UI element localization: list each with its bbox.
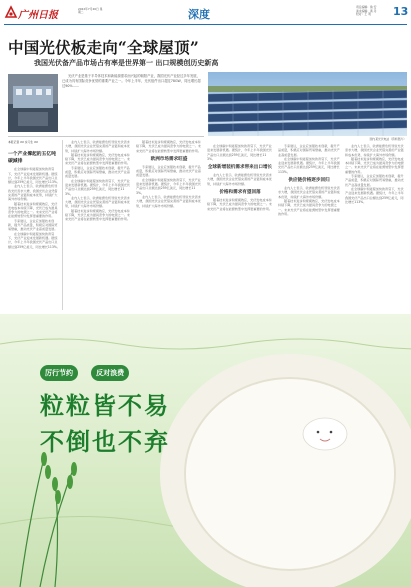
sidebar-author: 本报记者 XX 实习生 XX [8,140,38,144]
body-paragraph: 专家建议，企业应加强技术创新，提升产品质量，积极应对国际贸易壁垒，推动光伏产业高质量发展。 [278,144,340,157]
body-col-2 [136,140,202,310]
sidebar [8,140,60,310]
body-col-5 [345,144,405,310]
slogan-small-1: 厉行节约 [40,365,78,381]
subheading: 供应链价格逐步回归 [288,178,330,184]
editor-line: 责任编辑：鲁 安 [356,5,377,9]
body-paragraph: 随着技术进步和规模效应，光伏发电成本持续下降，光伏已成为最具竞争力的电源之一。未来光伏产业将在能源转型中发挥更重要的作用。 [136,140,201,153]
body-col-3 [207,144,273,310]
body-paragraph: 随着技术进步和规模效应，光伏发电成本持续下降，光伏已成为最具竞争力的电源之一。未来光伏产业将在能源转型中发挥更重要的作用。 [207,198,272,211]
factory-photo [8,74,58,132]
lead-text: 光伏产业是基于半导体技术和新能源需求而兴起的朝阳产业，我国光伏产业经过多年发展，已成为具有国际竞争优势的重要产业之一。今年上半年，光伏组件出口超过78GW，同比增长超过90%…… [62,74,201,88]
lead-paragraph [62,74,202,132]
masthead-divider [4,24,407,25]
body-paragraph: 业内人士表示，欧洲能源危机导致光伏需求大增，我国光伏企业凭借完善的产业链和成本优势，持续扩大海外市场份额。 [136,194,201,208]
section-divider [8,136,204,137]
slogan-small-row [40,360,129,376]
slogan-line-1: 粒粒皆不易 [40,391,170,420]
body-paragraph: 专家建议，企业应加强技术创新，提升产品质量，积极应对国际贸易壁垒，推动光伏产业高质量发展。 [65,165,130,179]
subheading: 欧洲市场需求旺盛 [150,156,188,162]
page-number: 13 [393,5,409,18]
editor-line: 校对：王 利 [356,12,371,17]
body-paragraph: 业内人士表示，欧洲能源危机导致光伏需求大增，我国光伏企业凭借完善的产业链和成本优势，持续扩大海外市场份额。 [65,140,130,153]
body-paragraph: 在全球碳中和进程加快的背景下，光伏产业迎来发展新机遇。据统计，今年上半年我国光伏产品出口总额达到259亿美元，同比增长113%。 [278,156,340,174]
logo-text: 广州日报 [18,10,58,21]
body-col-4 [278,144,340,310]
newspaper-logo [4,4,58,21]
masthead [0,0,411,32]
body-paragraph: 在全球碳中和进程加快的背景下，光伏产业迎来发展新机遇。据统计，今年上半年我国光伏产品出口总额达到259亿美元，同比增长113%。 [345,186,404,204]
body-paragraph: 在全球碳中和进程加快的背景下，光伏产业迎来发展新机遇。据统计，今年上半年我国光伏产品出口总额达到259亿美元，同比增长113%。 [65,178,130,196]
body-paragraph: 业内人士表示，欧洲能源危机导致光伏需求大增，我国光伏企业凭借完善的产业链和成本优势，持续扩大海外市场份额。 [65,195,130,209]
sidebar-paragraph: 在全球碳中和进程加快的背景下，光伏产业迎来发展新机遇。据统计，今年上半年我国光伏产品出口总额达到259亿美元，同比增长113%。 [8,167,60,185]
date-line: 2022年7月26日 星期二 [78,7,103,15]
editor-lines [356,6,392,17]
sidebar-paragraph: 随着技术进步和规模效应，光伏发电成本持续下降，光伏已成为最具竞争力的电源之一。未来光伏产业将在能源转型中发挥更重要的作用。 [8,201,58,219]
body-paragraph: 随着技术进步和规模效应，光伏发电成本持续下降，光伏已成为最具竞争力的电源之一。未来光伏产业将在能源转型中发挥更重要的作用。 [65,152,130,166]
editor-line: 美术编辑：黄 丹 [356,8,377,13]
headline: 中国光伏板走向“全球屋顶” [8,38,199,57]
body-paragraph: 在全球碳中和进程加快的背景下，光伏产业迎来发展新机遇。据统计，今年上半年我国光伏产品出口总额达到259亿美元，同比增长113%。 [136,177,201,195]
body-col-1 [65,140,131,310]
photo-caption: 国内某光伏电站（资料图片） [369,137,406,141]
body-paragraph: 业内人士表示，欧洲能源危机导致光伏需求大增，我国光伏企业凭借完善的产业链和成本优势，持续扩大海外市场份额。 [345,144,404,157]
column-rule [62,140,63,310]
sidebar-paragraph: 在全球碳中和进程加快的背景下，光伏产业迎来发展新机遇。据统计，今年上半年我国光伏产品出口总额达到259亿美元，同比增长113%。 [8,231,60,249]
body-paragraph: 在全球碳中和进程加快的背景下，光伏产业迎来发展新机遇。据统计，今年上半年我国光伏产品出口总额达到259亿美元，同比增长113%。 [207,144,272,161]
subheadline: 我国光伏备产品市场占有率是世界第一 出口规模创历史新高 [34,59,219,67]
left-photo [8,74,58,132]
slogan-line-2: 不倒也不弃 [40,427,170,456]
solar-photo [208,72,407,136]
body-paragraph: 专家建议，企业应加强技术创新，提升产品质量，积极应对国际贸易壁垒，推动光伏产业高质量发展。 [345,174,404,187]
body-paragraph: 专家建议，企业应加强技术创新，提升产品质量，积极应对国际贸易壁垒，推动光伏产业高质量发展。 [136,164,201,178]
section-label: 深度 [188,8,210,21]
public-service-banner [0,314,411,587]
subheading: 全球新增装机需求带来出口增长 [207,165,273,171]
body-paragraph: 随着技术进步和规模效应，光伏发电成本持续下降，光伏已成为最具竞争力的电源之一。未来光伏产业将在能源转型中发挥更重要的作用。 [345,156,404,174]
slogan-small-2: 反对浪费 [91,365,129,381]
body-paragraph: 随着技术进步和规模效应，光伏发电成本持续下降，光伏已成为最具竞争力的电源之一。未来光伏产业将在能源转型中发挥更重要的作用。 [65,208,130,222]
logo-icon [4,5,18,19]
body-paragraph: 业内人士表示，欧洲能源危机导致光伏需求大增，我国光伏企业凭借完善的产业链和成本优势，持续扩大海外市场份额。 [207,173,272,186]
sidebar-text [8,167,60,307]
sidebar-title: 一个产业撑起的五亿吨碳減排 [8,152,56,165]
solar-panel-image [208,72,407,136]
body-paragraph: 随着技术进步和规模效应，光伏发电成本持续下降，光伏已成为最具竞争力的电源之一。未来光伏产业将在能源转型中发挥更重要的作用。 [278,198,340,216]
sidebar-paragraph: 专家建议，企业应加强技术创新，提升产品质量，积极应对国际贸易壁垒，推动光伏产业高质量发展。 [8,218,58,232]
sidebar-paragraph: 业内人士表示，欧洲能源危机导致光伏需求大增，我国光伏企业凭借完善的产业链和成本优势，持续扩大海外市场份额。 [8,184,58,202]
body-paragraph: 业内人士表示，欧洲能源危机导致光伏需求大增，我国光伏企业凭借完善的产业链和成本优势，持续扩大海外市场份额。 [278,186,340,199]
subheading: 价格和需求有望回落 [219,190,261,196]
